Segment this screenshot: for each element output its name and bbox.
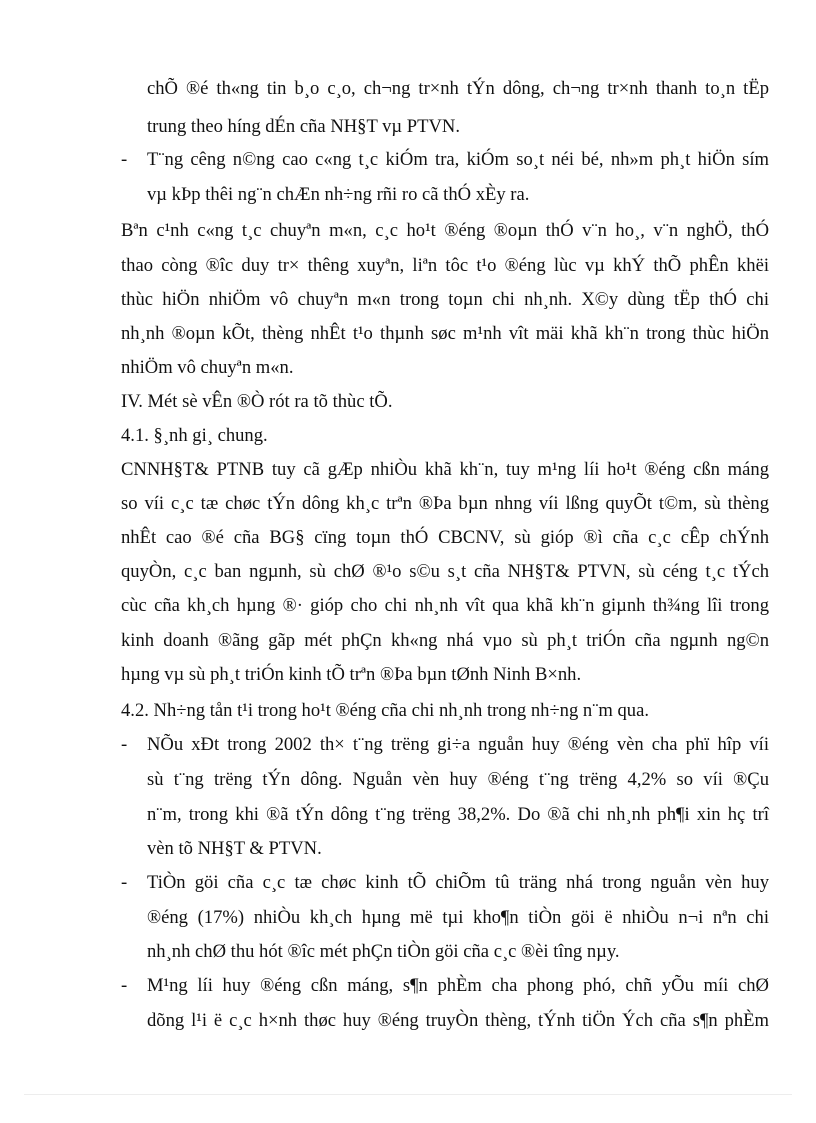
text-line: thao còng ®îc duy tr× thêng xuyªn, liªn tôc t¹o ®éng lùc vµ khÝ thÕ phÊn khëi: [121, 255, 769, 276]
bullet-dash: -: [121, 734, 128, 755]
text-line: kinh doanh ®ãng gãp mét phÇn kh«ng nhá vµo sù ph¸t triÓn cña ngµnh ng©n: [121, 630, 769, 651]
text-line: cùc cña kh¸ch hµng ®· gióp cho chi nh¸nh vît qua khã kh¨n giµnh th¾ng lîi trong: [121, 595, 769, 616]
text-line: quyÒn, c¸c ban ngµnh, sù chØ ®¹o s©u s¸t cña NH§T& PTVN, sù céng t¸c tÝch: [121, 561, 769, 582]
text-line: M¹ng líi huy ®éng cßn máng, s¶n phÈm cha phong phó, chñ yÕu míi chØ: [147, 975, 769, 996]
text-line: CNNH§T& PTNB tuy cã gÆp nhiÒu khã kh¨n, tuy m¹ng líi ho¹t ®éng cßn máng: [121, 459, 769, 480]
text-line: chÕ ®é th«ng tin b¸o c¸o, ch¬ng tr×nh tÝn dông, ch¬ng tr×nh thanh to¸n tËp: [147, 78, 769, 99]
text-line: thùc hiÖn nhiÖm vô chuyªn m«n trong toµn chi nh¸nh. X©y dùng tËp thÓ chi: [121, 289, 769, 310]
text-line: hµng vµ sù ph¸t triÓn kinh tÕ trªn ®Þa bµn tØnh Ninh B×nh.: [121, 664, 582, 685]
text-line: vµ kÞp thêi ng¨n chÆn nh÷ng rñi ro cã thÓ xÈy ra.: [147, 184, 530, 205]
text-line: ®éng (17%) nhiÒu kh¸ch hµng më tµi kho¶n tiÒn göi ë nhiÒu n¬i nªn chi: [147, 907, 769, 928]
text-line: nh¸nh chØ thu hót ®îc mét phÇn tiÒn göi cña c¸c ®èi tîng nµy.: [147, 941, 620, 962]
text-line: nhÊt cao ®é cña BG§ cïng toµn thÓ CBCNV, sù gióp ®ì cña c¸c cÊp chÝnh: [121, 527, 769, 548]
bullet-dash: -: [121, 872, 128, 893]
text-line: sù t¨ng trëng tÝn dông. Nguån vèn huy ®éng t¨ng trëng 4,2% so víi ®Çu: [147, 769, 769, 790]
page-bottom-rule: [24, 1094, 792, 1095]
text-line: nh¸nh ®oµn kÕt, thèng nhÊt t¹o thµnh søc m¹nh vît mäi khã kh¨n trong thùc hiÖn: [121, 323, 769, 344]
text-line: vèn tõ NH§T & PTVN.: [147, 838, 322, 859]
section-heading: IV. Mét sè vÊn ®Ò rót ra tõ thùc tÕ.: [121, 391, 393, 412]
subsection-heading: 4.2. Nh÷ng tån t¹i trong ho¹t ®éng cña chi nh¸nh trong nh÷ng n¨m qua.: [121, 700, 650, 721]
text-line: so víi c¸c tæ chøc tÝn dông kh¸c trªn ®Þa bµn nhng víi lßng quyÕt t©m, sù thèng: [121, 493, 769, 514]
text-line: nhiÖm vô chuyªn m«n.: [121, 357, 294, 378]
text-line: TiÒn göi cña c¸c tæ chøc kinh tÕ chiÕm tû träng nhá trong nguån vèn huy: [147, 872, 769, 893]
text-line: NÕu xÐt trong 2002 th× t¨ng trëng gi÷a nguån huy ®éng vèn cha phï hîp víi: [147, 734, 769, 755]
text-line: T¨ng cêng n©ng cao c«ng t¸c kiÓm tra, kiÓm so¸t néi bé, nh»m ph¸t hiÖn sím: [147, 149, 769, 170]
text-line: dõng l¹i ë c¸c h×nh thøc huy ®éng truyÒn thèng, tÝnh tiÖn Ých cña s¶n phÈm: [147, 1010, 769, 1031]
text-line: trung theo híng dÉn cña NH§T vµ PTVN.: [147, 116, 460, 137]
text-line: Bªn c¹nh c«ng t¸c chuyªn m«n, c¸c ho¹t ®éng ®oµn thÓ v¨n ho¸, v¨n nghÖ, thÓ: [121, 220, 769, 241]
bullet-dash: -: [121, 975, 128, 996]
text-line: n¨m, trong khi ®ã tÝn dông t¨ng trëng 38,2%. Do ®ã chi nh¸nh ph¶i xin hç trî: [147, 804, 769, 825]
bullet-dash: -: [121, 149, 128, 170]
subsection-heading: 4.1. §¸nh gi¸ chung.: [121, 425, 268, 446]
